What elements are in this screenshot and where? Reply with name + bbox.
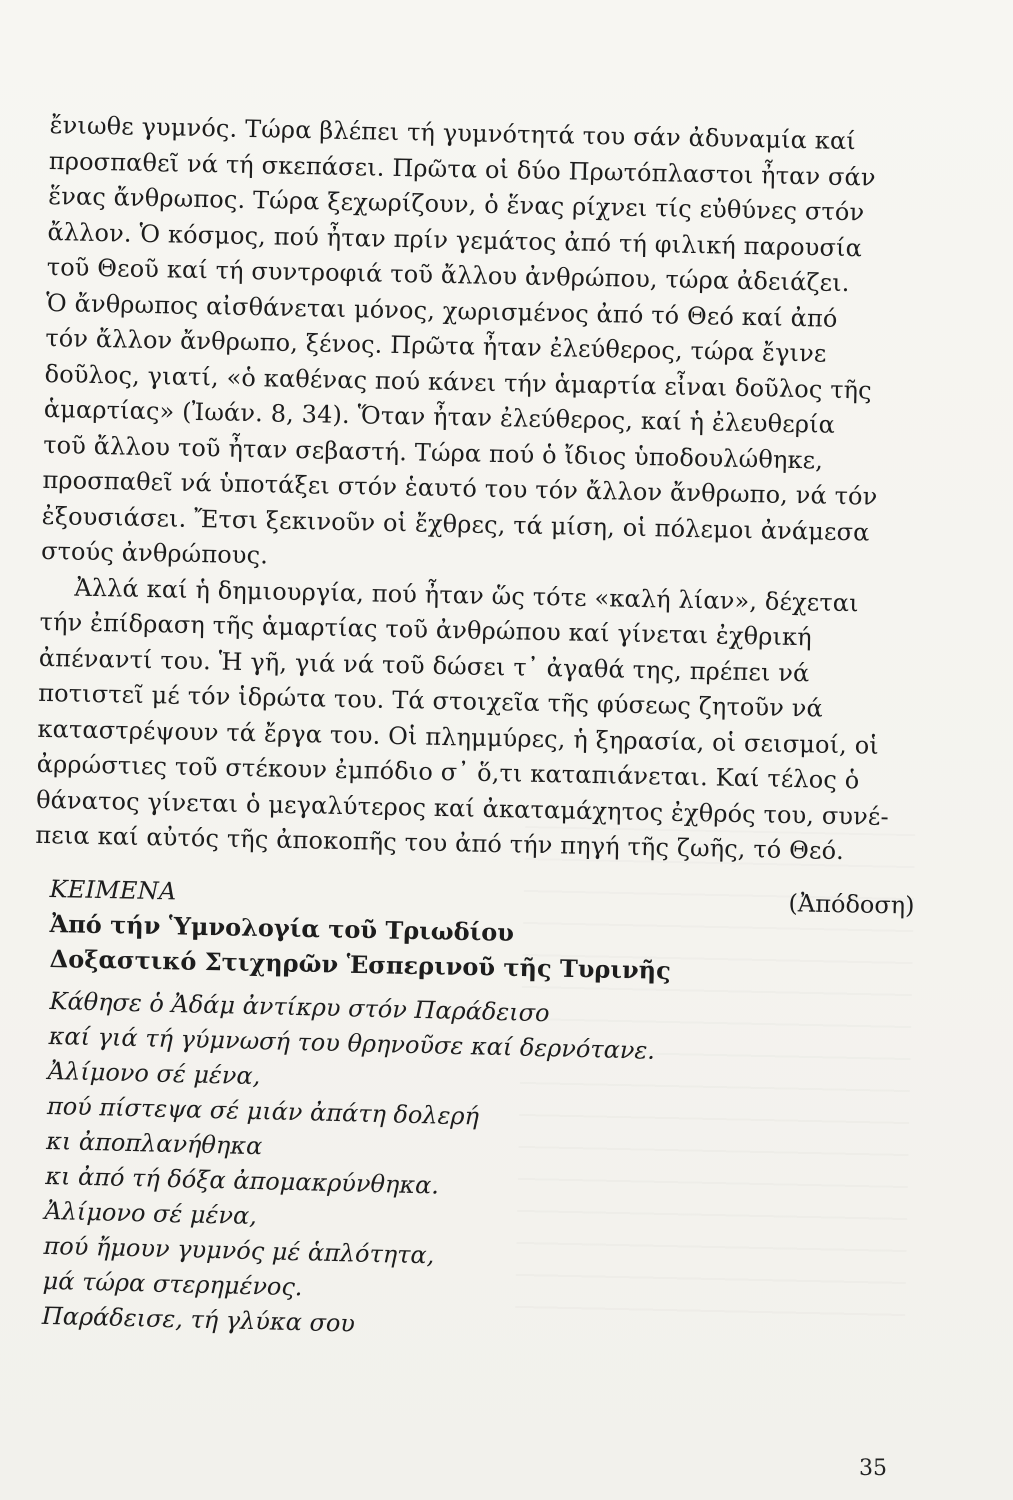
paragraph-line: προσπαθεῖ νά τή σκεπάσει. Πρῶτα οἱ δύο Πρωτόπλαστοι ἦταν σάν (48, 146, 876, 192)
doxastikon-title: Δοξαστικό Στιχηρῶν Ἑσπερινοῦ τῆς Τυρινῆς (49, 943, 672, 985)
paragraph-line: ἁμαρτίας» (Ἰωάν. 8, 34). Ὅταν ἦταν ἐλεύθερος, καί ἡ ἐλευθερία (43, 394, 836, 439)
poem-line: Ἀλίμονο σέ μένα, (44, 1196, 258, 1230)
poem-line: κι ἀπό τή δόξα ἀπομακρύνθηκα. (44, 1161, 440, 1200)
texts-label: ΚΕΙΜΕΝΑ (49, 874, 177, 905)
poem-line: Παράδεισε, τή γλύκα σου (41, 1301, 356, 1338)
first-paragraph (35, 108, 910, 871)
poem-line: μά τώρα στερημένος. (42, 1266, 303, 1301)
texts-section (41, 872, 915, 1338)
poem-line: καί γιά τή γύμνωσή του θρηνοῦσε καί δερνότανε. (48, 1021, 656, 1065)
poem-lines (41, 984, 909, 1355)
hymnology-title: Ἀπό τήν Ὑμνολογία τοῦ Τριωδίου (49, 908, 515, 947)
rendering-label: (Ἀπόδοση) (788, 888, 915, 920)
paragraph-line: ἔνιωθε γυμνός. Τώρα βλέπει τή γυμνότητά του σάν ἀδυναμία καί (49, 110, 857, 156)
paragraph-line: πεια καί αὐτός τῆς ἀποκοπῆς του ἀπό τήν πηγή τῆς ζωῆς, τό Θεό. (35, 820, 845, 866)
paragraph-line: τοῦ Θεοῦ καί τή συντροφιά τοῦ ἄλλου ἀνθρώπου, τώρα ἀδειάζει. (46, 252, 850, 298)
paragraph-line: δοῦλος, γιατί, «ὁ καθένας πού κάνει τήν ἁμαρτία εἶναι δοῦλος τῆς (44, 359, 873, 405)
paragraph-line: Ἀλλά καί ἡ δημιουργία, πού ἦταν ὥς τότε «καλή λίαν», δέχεται (74, 573, 860, 617)
page-content (35, 108, 915, 1338)
page-number: 35 (859, 1456, 887, 1481)
poem-line: Ἀλίμονο σέ μένα, (47, 1056, 261, 1090)
paragraph-line: τοῦ ἄλλου τοῦ ἦταν σεβαστή. Τώρα πού ὁ ἴδιος ὑποδουλώθηκε, (42, 430, 824, 475)
paragraph-line: ἀπέναντί του. Ἡ γῆ, γιά νά τοῦ δώσει τ᾽ ἀγαθά της, πρέπει νά (38, 643, 810, 687)
poem-line: κι ἀποπλανήθηκα (45, 1126, 263, 1160)
paragraph-line: ἀρρώστιες τοῦ στέκουν ἐμπόδιο σ᾽ ὅ,τι καταπιάνεται. Καί τέλος ὁ (36, 749, 860, 795)
paragraph-line: στούς ἀνθρώπους. (40, 536, 269, 570)
paragraph-line: Ὁ ἄνθρωπος αἰσθάνεται μόνος, χωρισμένος ἀπό τό Θεό καί ἀπό (45, 288, 838, 333)
poem-line: Κάθησε ὁ Ἀδάμ ἀντίκρυ στόν Παράδεισο (49, 986, 550, 1027)
paragraph-line: τόν ἄλλον ἄνθρωπο, ξένος. Πρῶτα ἦταν ἐλεύθερος, τώρα ἔγινε (45, 323, 827, 368)
paragraph-line: ποτιστεῖ μέ τόν ἱδρώτα του. Τά στοιχεῖα τῆς φύσεως ζητοῦν νά (37, 678, 824, 723)
paragraph-line: ἐξουσιάσει. Ἔτσι ξεκινοῦν οἱ ἔχθρες, τά μίση, οἱ πόλεμοι ἀνάμεσα (41, 501, 870, 547)
paragraph-line: ἕνας ἄνθρωπος. Τώρα ξεχωρίζουν, ὁ ἕνας ρίχνει τίς εὐθύνες στόν (47, 181, 865, 227)
paragraph-line: καταστρέψουν τά ἔργα του. Οἱ πλημμύρες, ἡ ξηρασία, οἱ σεισμοί, οἱ (37, 714, 880, 760)
paragraph-line: θάνατος γίνεται ὁ μεγαλύτερος καί ἀκαταμάχητος ἐχθρός του, συνέ- (35, 785, 890, 831)
poem-line: πού πίστεψα σέ μιάν ἀπάτη δολερή (46, 1091, 480, 1131)
poem-line: πού ἤμουν γυμνός μέ ἁπλότητα, (43, 1231, 435, 1269)
paragraph-line: ἄλλον. Ὁ κόσμος, πού ἦταν πρίν γεμάτος ἀπό τή φιλική παρουσία (47, 217, 863, 262)
paragraph-line: τήν ἐπίδραση τῆς ἁμαρτίας τοῦ ἀνθρώπου καί γίνεται ἐχθρική (39, 607, 813, 652)
paragraph-line: προσπαθεῖ νά ὑποτάξει στόν ἑαυτό του τόν ἄλλον ἄνθρωπο, νά τόν (42, 465, 878, 511)
